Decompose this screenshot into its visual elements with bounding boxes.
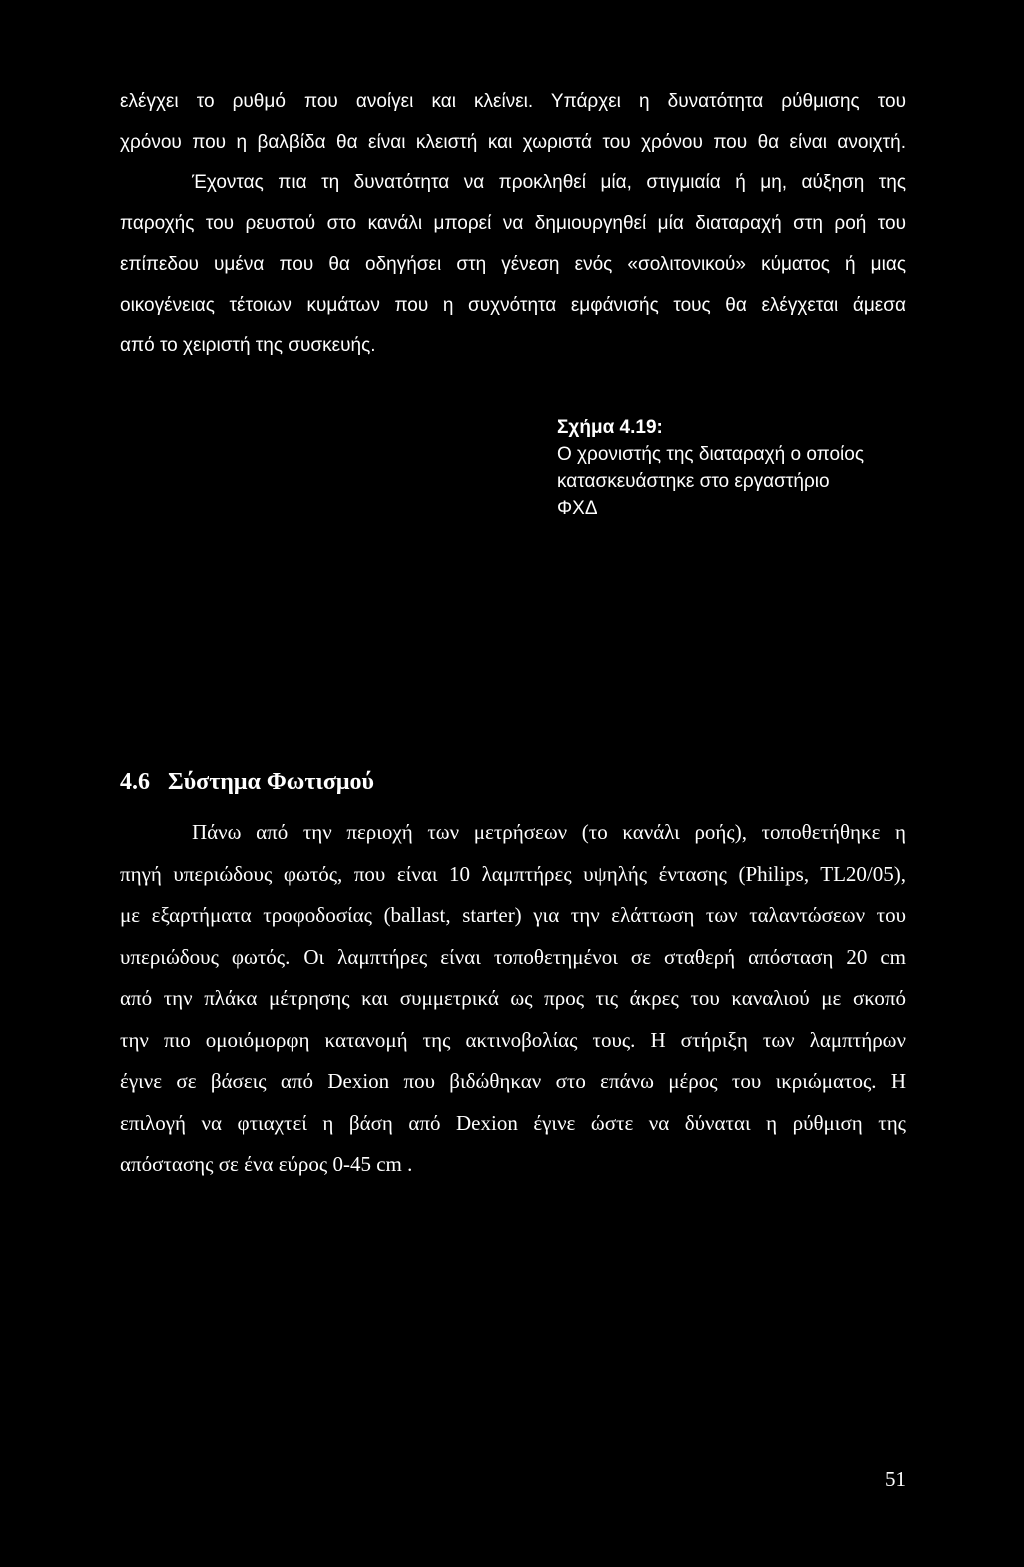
text-line: υπεριώδους φωτός. Οι λαμπτήρες είναι τοποθετημένοι σε σταθερή απόσταση 20 cm	[120, 944, 906, 969]
text-line: παροχής του ρευστού στο κανάλι μπορεί να δημιουργηθεί μία διαταραχή στη ροή του	[120, 213, 906, 235]
text-line: Πάνω από την περιοχή των μετρήσεων (το κανάλι ροής), τοποθετήθηκε η	[192, 820, 906, 844]
text-line: πηγή υπεριώδους φωτός, που είναι 10 λαμπτήρες υψηλής έντασης (Philips, TL20/05),	[120, 861, 906, 886]
text-line: ελέγχει το ρυθμό που ανοίγει και κλείνει. Υπάρχει η δυνατότητα ρύθμισης του	[120, 91, 906, 112]
section-heading	[120, 769, 374, 796]
body-paragraph-1	[120, 82, 906, 367]
text-line: χρόνου που η βαλβίδα θα είναι κλειστή και χωριστά του χρόνου που θα είναι ανοιχτή.	[120, 131, 906, 153]
figure-caption	[557, 414, 917, 522]
text-line: Έχοντας πια τη δυνατότητα να προκληθεί μία, στιγμιαία ή μη, αύξηση της	[192, 172, 906, 194]
text-line: από το χειριστή της συσκευής.	[120, 335, 376, 357]
text-line: από την πλάκα μέτρησης και συμμετρικά ως προς τις άκρες του καναλιού με σκοπό	[120, 986, 906, 1010]
text-line: οικογένειας τέτοιων κυμάτων που η συχνότητα εμφάνισής τους θα ελέγχεται άμεσα	[120, 294, 906, 316]
text-line: με εξαρτήματα τροφοδοσίας (ballast, starter) για την ελάττωση των ταλαντώσεων του	[120, 903, 906, 927]
section-number: 4.6	[120, 769, 150, 795]
text-line: την πιο ομοιόμορφη κατανομή της ακτινοβολίας τους. Η στήριξη των λαμπτήρων	[120, 1027, 906, 1052]
text-line: επιλογή να φτιαχτεί η βάση από Dexion έγινε ώστε να δύναται η ρύθμιση της	[120, 1110, 906, 1135]
section-title: Σύστημα Φωτισμού	[168, 769, 374, 795]
text-line: επίπεδου υμένα που θα οδηγήσει στη γένεση ενός «σολιτονικού» κύματος ή μιας	[120, 253, 906, 275]
figure-caption-line: Ο χρονιστής της διαταραχή ο οποίος	[557, 444, 864, 465]
page-number: 51	[885, 1467, 906, 1491]
figure-caption-line: κατασκευάστηκε στο εργαστήριο	[557, 471, 830, 492]
figure-caption-line: ΦΧΔ	[557, 498, 598, 519]
figure-caption-title: Σχήμα 4.19:	[557, 417, 663, 438]
body-paragraph-2	[120, 812, 906, 1186]
text-line: απόστασης σε ένα εύρος 0-45 cm .	[120, 1152, 413, 1176]
text-line: έγινε σε βάσεις από Dexion που βιδώθηκαν στο επάνω μέρος του ικριώματος. Η	[120, 1069, 906, 1093]
